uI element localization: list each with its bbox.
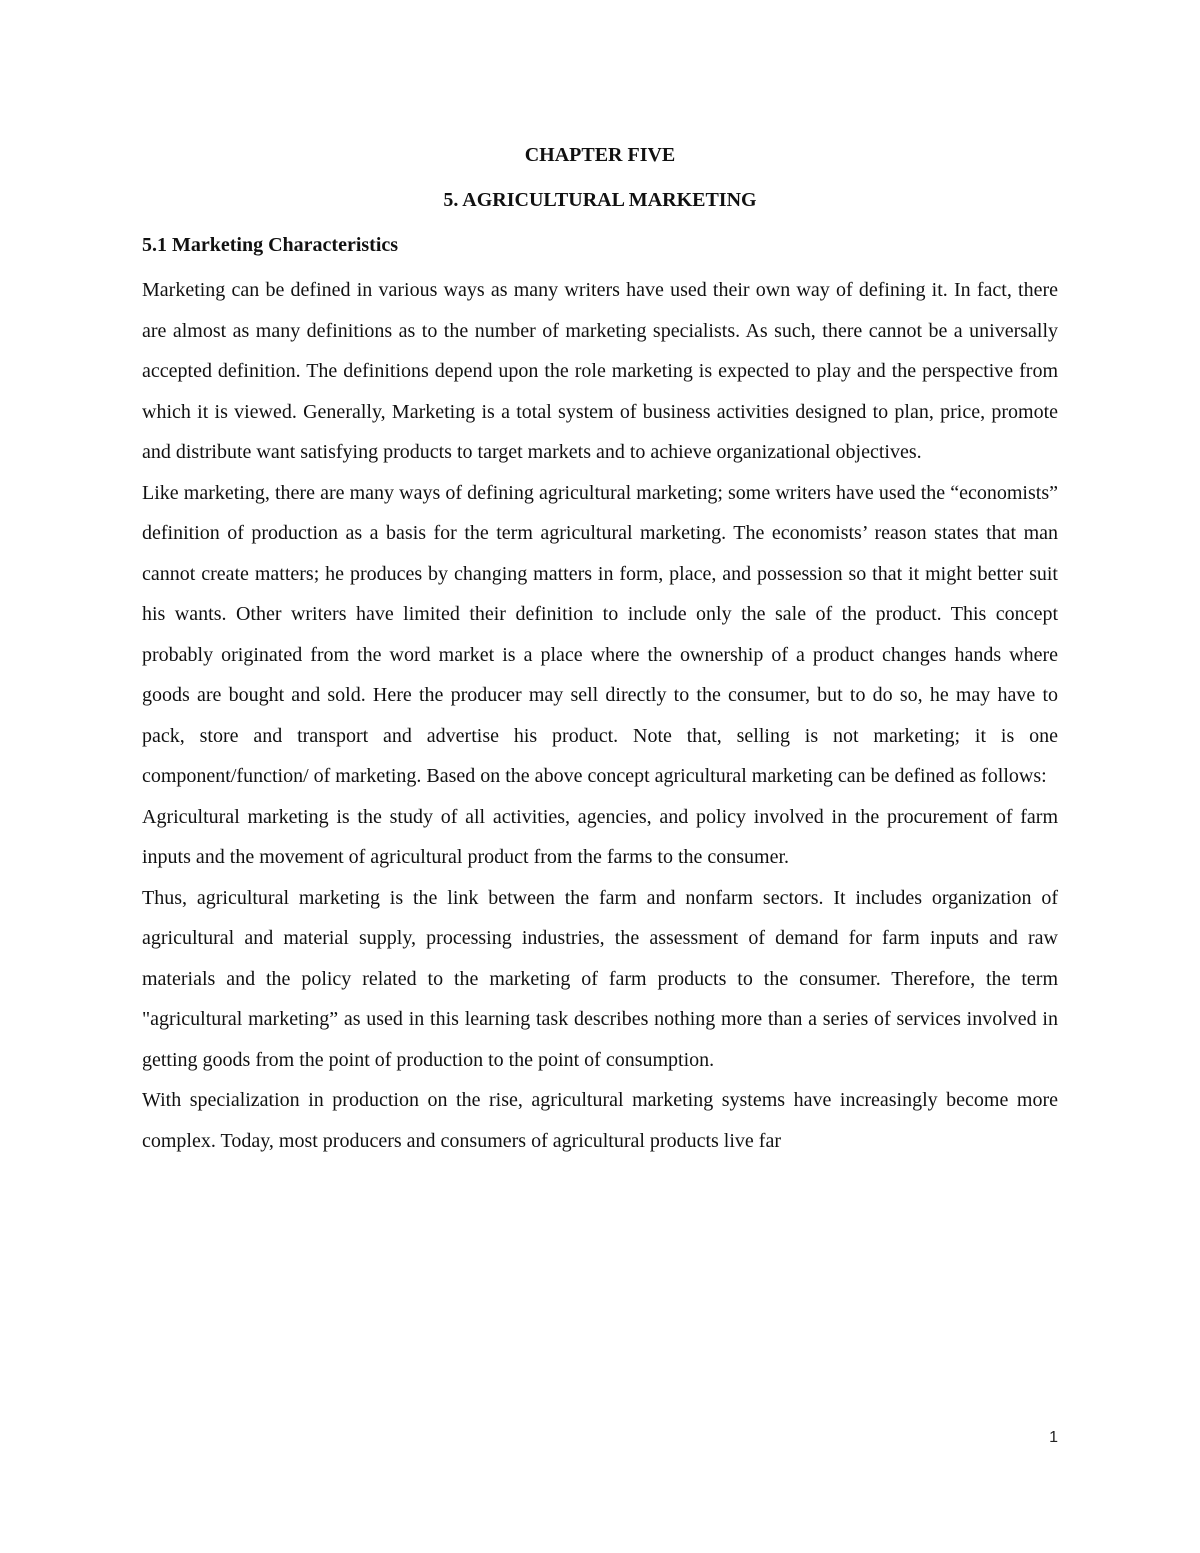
paragraph-specialization: With specialization in production on the rise, agricultural marketing systems have increasingly become more complex. Today, most producers and consumers of agricultural products live far [142, 1089, 1058, 1152]
page-number: 1 [1049, 1429, 1058, 1446]
paragraph-agricultural-marketing-study: Agricultural marketing is the study of all activities, agencies, and policy involved in the procurement of farm inputs and the movement of agricultural product from the farms to the consumer. [142, 805, 1058, 868]
subsection-heading: 5.1 Marketing Characteristics [142, 234, 399, 256]
paragraph-agricultural-marketing-definitions: Like marketing, there are many ways of defining agricultural marketing; some writers have used the “economists” definition of production as a basis for the term agricultural marketing. The economists’ reason states that man cannot create matters; he produces by changing matters in form, place, and possession so that it might better suit his wants. Other writers have limited their definition to include only the sale of the product. This concept probably originated from the word market is a place where the ownership of a product changes hands where goods are bought and sold. Here the producer may sell directly to the consumer, but to do so, he may have to pack, store and transport and advertise his product. Note that, selling is not marketing; it is one component/function/ of marketing. Based on the above concept agricultural marketing can be defined as follows: [142, 481, 1058, 787]
section-title: 5. AGRICULTURAL MARKETING [443, 189, 757, 211]
chapter-title: CHAPTER FIVE [524, 144, 676, 166]
page-content [142, 140, 1058, 1161]
paragraph-marketing-definition: Marketing can be defined in various ways as many writers have used their own way of defining it. In fact, there are almost as many definitions as to the number of marketing specialists. As such, there cannot be a universally accepted definition. The definitions depend upon the role marketing is expected to play and the perspective from which it is viewed. Generally, Marketing is a total system of business activities designed to plan, price, promote and distribute want satisfying products to target markets and to achieve organizational objectives. [142, 279, 1058, 463]
paragraph-farm-nonfarm-link: Thus, agricultural marketing is the link between the farm and nonfarm sectors. It includes organization of agricultural and material supply, processing industries, the assessment of demand for farm inputs and raw materials and the policy related to the marketing of farm products to the consumer. Therefore, the term "agricultural marketing” as used in this learning task describes nothing more than a series of services involved in getting goods from the point of production to the point of consumption. [142, 886, 1058, 1071]
